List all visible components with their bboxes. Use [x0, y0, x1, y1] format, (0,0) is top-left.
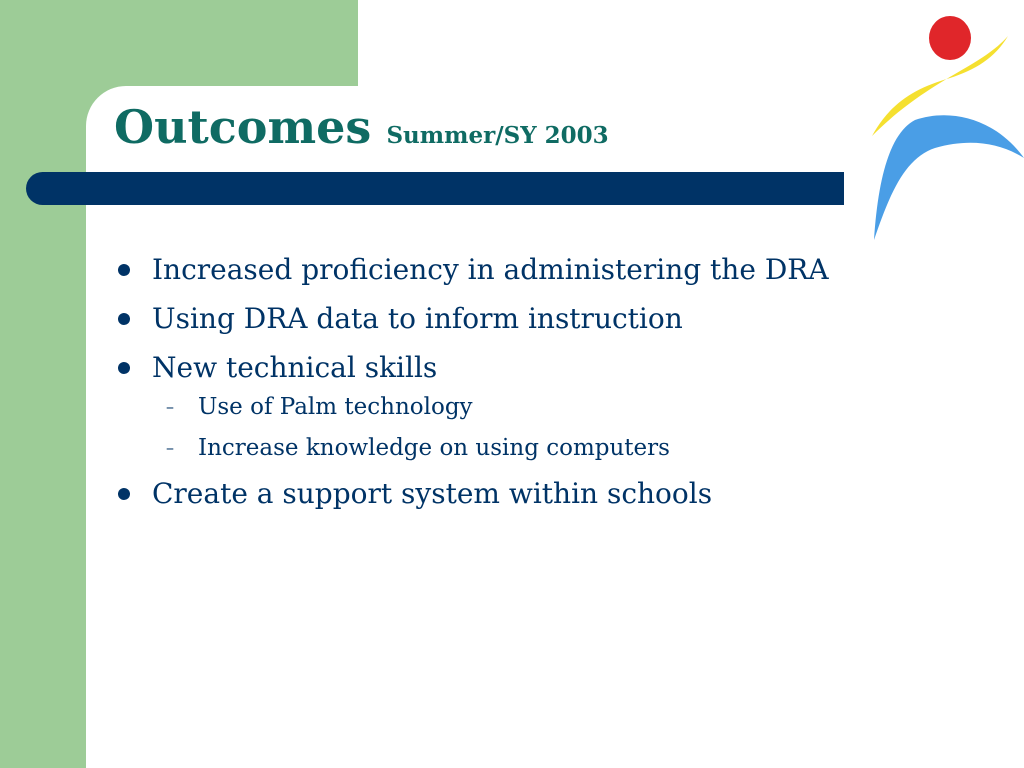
bullet-dot-icon [118, 313, 130, 325]
sub-bullet-list [114, 391, 829, 464]
list-item [114, 474, 829, 514]
sub-bullet-text: Increase knowledge on using computers [198, 435, 670, 461]
bullet-list [114, 250, 829, 523]
bullet-text: Create a support system within schools [152, 477, 713, 510]
logo-blue-body [874, 115, 1024, 240]
dash-icon: – [166, 397, 174, 416]
bullet-text: Increased proficiency in administering the DRA [152, 253, 829, 286]
bullet-text: New technical skills [152, 351, 438, 384]
sub-list-item [114, 391, 829, 423]
logo-head [929, 16, 971, 60]
list-item [114, 299, 829, 339]
dash-icon: – [166, 438, 174, 457]
list-item [114, 348, 829, 388]
slide-title: Outcomes [114, 100, 372, 154]
bullet-dot-icon [118, 362, 130, 374]
sub-list-item [114, 432, 829, 464]
slide-subtitle: Summer/SY 2003 [386, 122, 609, 149]
slide-title-line [114, 100, 609, 154]
list-item [114, 250, 829, 290]
title-underline-bar [26, 172, 844, 205]
bullet-dot-icon [118, 264, 130, 276]
sub-bullet-text: Use of Palm technology [198, 394, 473, 420]
sub-list-container [114, 391, 829, 464]
running-figure-icon [860, 8, 1024, 248]
bullet-dot-icon [118, 488, 130, 500]
bullet-text: Using DRA data to inform instruction [152, 302, 683, 335]
